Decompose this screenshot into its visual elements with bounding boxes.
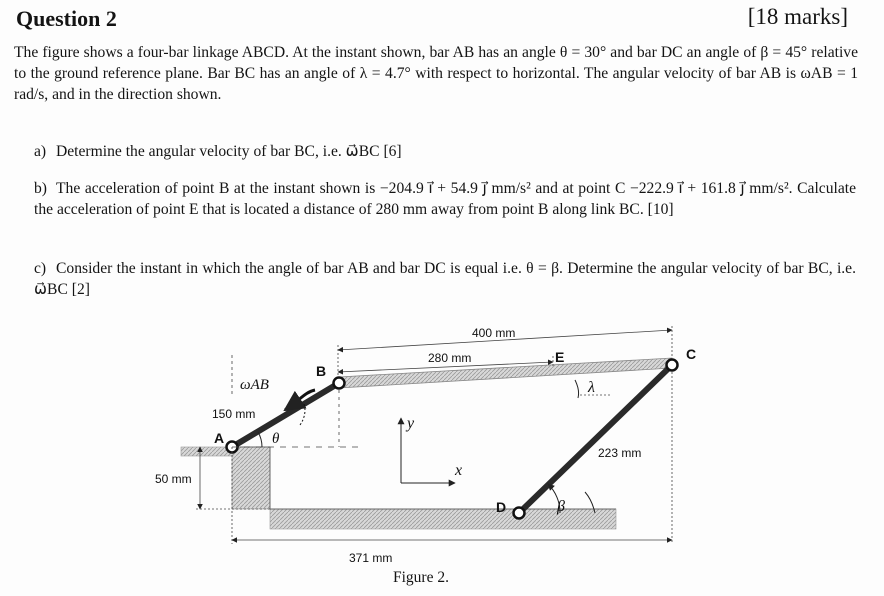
bar-dc xyxy=(519,365,672,513)
question-a-label: a) xyxy=(34,143,47,160)
label-b: B xyxy=(316,363,327,379)
label-omega-ab: ωAB xyxy=(240,377,269,393)
dim-150: 150 mm xyxy=(212,407,256,421)
label-lambda: λ xyxy=(588,379,595,396)
label-x-axis: x xyxy=(455,462,463,479)
marks-label: [18 marks] xyxy=(747,4,848,29)
bar-bc xyxy=(339,358,672,388)
dim-223: 223 mm xyxy=(598,446,642,460)
dim-400: 400 mm xyxy=(472,326,516,340)
figure-caption: Figure 2. xyxy=(393,569,449,586)
ground xyxy=(181,447,616,529)
label-y-axis: y xyxy=(407,415,415,432)
question-c-label: c) xyxy=(34,260,47,277)
label-d: D xyxy=(496,499,507,515)
question-c-text: Consider the instant in which the angle of bar AB and bar DC is equal i.e. θ = β. Determine the angular velocity of bar BC, i.e. ω⃗BC [2] xyxy=(34,260,856,298)
dim-371: 371 mm xyxy=(349,551,393,565)
question-b-text: The acceleration of point B at the instant shown is −204.9 i⃗ + 54.9 j⃗ mm/s² and at point C −222.9 i⃗ + 161.8 j⃗ mm/s². Calculate the acceleration of point E that is located a distance of 280 mm away from point B along link BC. [10] xyxy=(34,180,856,218)
question-b-label: b) xyxy=(34,180,47,197)
dim-50: 50 mm xyxy=(155,472,192,486)
joint-b xyxy=(334,378,345,389)
question-a-text: Determine the angular velocity of bar BC, i.e. ω⃗BC [6] xyxy=(56,143,402,160)
label-a: A xyxy=(214,430,225,446)
label-e: E xyxy=(555,349,565,365)
question-title: Question 2 xyxy=(16,6,117,31)
dim-280: 280 mm xyxy=(428,351,472,365)
joint-c xyxy=(667,360,678,371)
label-beta: β xyxy=(557,498,565,515)
label-theta: θ xyxy=(272,431,280,447)
label-c: C xyxy=(686,346,697,362)
intro-paragraph: The figure shows a four-bar linkage ABCD. At the instant shown, bar AB has an angle θ = 30° and bar DC an angle of β = 45° relative to the ground reference plane. Bar BC has an angle of λ = 4.7° with respect to horizontal. The angular velocity of bar AB is ωAB = 1 rad/s, and in the direction shown. xyxy=(14,44,858,103)
joint-d xyxy=(514,508,525,519)
